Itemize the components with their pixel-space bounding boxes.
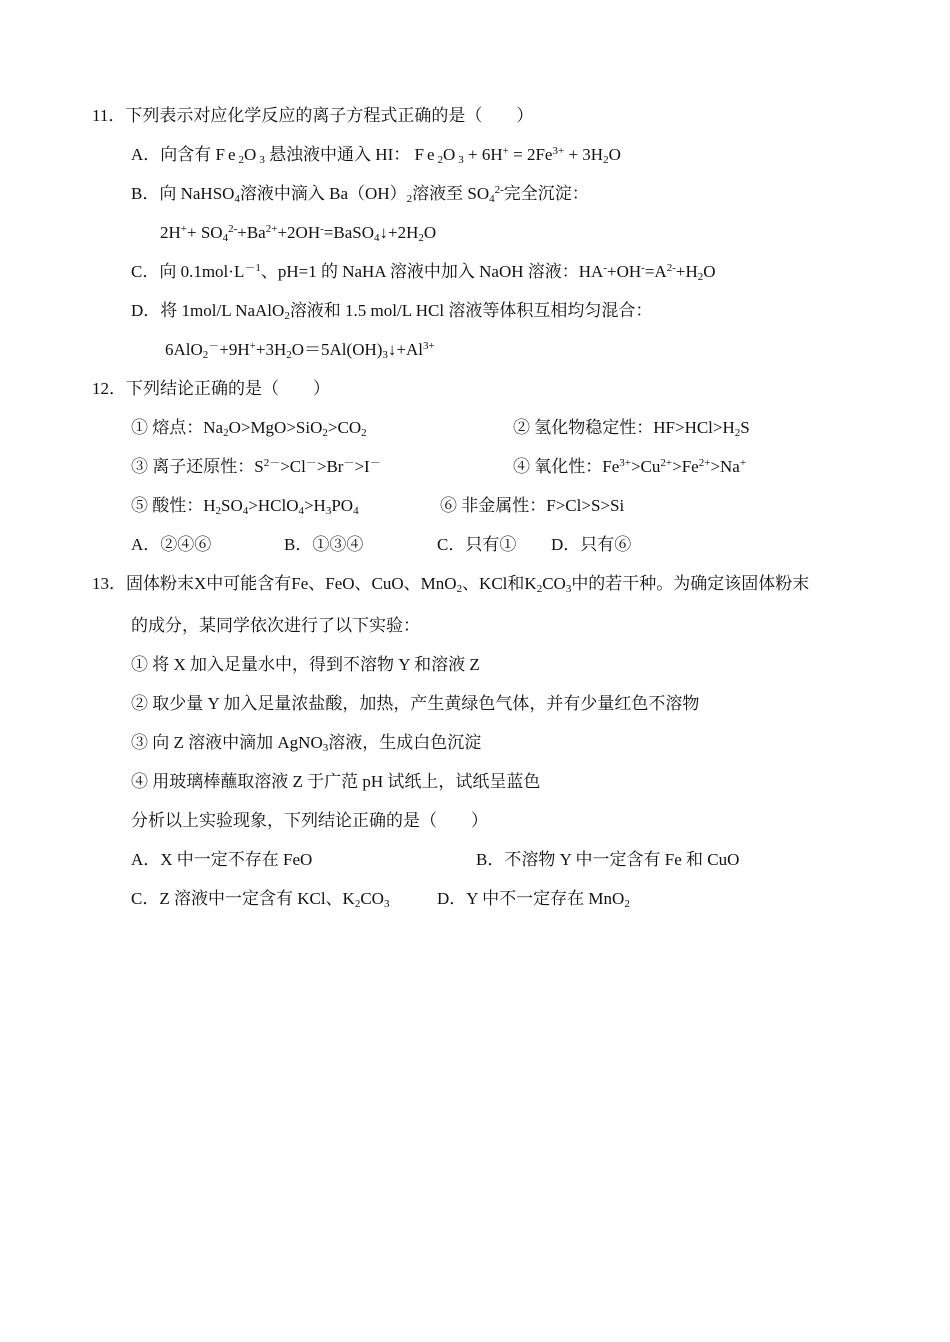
text: ① 熔点：Na [131,418,224,437]
text: O [244,145,260,164]
q13-step-3 [131,732,481,754]
subscript: 2 [284,310,290,322]
text: =BaSO [323,223,374,242]
text: >I [354,457,370,476]
q11-option-a [131,144,621,166]
text: >Br [316,457,344,476]
superscript: 2+ [698,457,711,469]
subscript: 2 [322,427,328,439]
text: ④ 氧化性：Fe [513,457,620,476]
text: >H [303,496,326,515]
text: ⑤ 酸性：H [131,496,216,515]
subscript: 3 [383,898,390,910]
text: 溶液，生成白色沉淀 [328,733,482,752]
text: 6AlO [165,340,203,359]
text: +Ba [237,223,266,242]
q13-option-c [131,888,389,910]
text: >HClO [248,496,299,515]
q11-stem [92,105,533,127]
q12-choices [131,534,671,556]
text: S [740,418,750,437]
q12-statement-5 [131,495,359,517]
text: CO [542,574,566,593]
superscript: 2- [494,184,504,196]
superscript: + [249,340,256,352]
text: =A [644,262,667,281]
q11-option-d-equation [165,339,435,361]
superscript: 3+ [619,457,631,469]
superscript: + [739,457,747,469]
subscript: 2 [238,154,245,166]
text: ② 氢化物稳定性：HF>HCl>H [513,418,735,437]
superscript: 3+ [423,340,435,352]
subscript: 2 [437,154,444,166]
text: >Cl [280,457,306,476]
text: O [703,262,716,281]
subscript: 4 [353,505,359,517]
subscript: 4 [489,193,495,205]
text: 完全沉淀： [503,184,589,203]
superscript: + [180,223,187,235]
text: + SO [187,223,223,242]
q12-choice-b: B．①③④ [284,535,364,554]
text: PO [331,496,354,515]
subscript: 4 [242,505,249,517]
subscript: 2 [603,154,609,166]
text: >CO [327,418,362,437]
q11-option-b-equation [160,222,436,244]
q12-statement-1 [131,417,367,439]
superscript: - [641,262,645,274]
superscript: 2+ [265,223,278,235]
q12-stem-text: 12．下列结论正确的是（ ） [92,379,330,398]
superscript: 2- [228,223,238,235]
subscript: 2 [456,583,463,595]
q13-option-d [437,888,630,910]
q11-option-c [131,261,716,283]
subscript: 2 [215,505,222,517]
text: 2H [160,223,181,242]
text: 悬浊液中通入 HI： [264,145,415,164]
superscript: － [369,457,381,469]
subscript: 2 [354,898,361,910]
text: O>MgO>SiO [228,418,323,437]
q11-option-b [131,183,589,205]
text: 溶液至 SO [412,184,490,203]
q13-question [131,810,488,832]
text: + 3H [564,145,604,164]
text: ↓+Al [387,340,423,359]
text: D．将 1mol/L NaAlO [131,301,285,320]
text: >Fe [672,457,699,476]
subscript: 2 [223,427,229,439]
subscript: 3 [325,505,332,517]
text: +OH [607,262,642,281]
text: ④ 用玻璃棒蘸取溶液 Z 于广范 pH 试纸上，试纸呈蓝色 [131,772,541,791]
text: 13．固体粉末X中可能含有Fe、FeO、CuO、MnO [92,574,457,593]
subscript: 2 [361,427,367,439]
subscript: 3 [382,349,388,361]
text: 、pH=1 的 NaHA 溶液中加入 NaOH 溶液：HA [260,262,604,281]
text: +3H [255,340,287,359]
q12-stem [92,378,330,400]
text: Fe [215,145,239,164]
text: >Na [710,457,740,476]
text: O [443,145,459,164]
subscript: 2 [624,898,630,910]
text: O [608,145,621,164]
subscript: 3 [565,583,572,595]
subscript: 2 [286,349,292,361]
text: ③ 离子还原性：S [131,457,264,476]
text: C．Z 溶液中一定含有 KCl、K [131,889,355,908]
subscript: 2 [418,232,424,244]
subscript: 3 [458,154,464,166]
text: O [423,223,437,242]
q13-option-b [476,849,739,871]
superscript: － [305,457,317,469]
q13-stem [92,573,809,595]
text: B．向 NaHSO [131,184,235,203]
text: CO [360,889,384,908]
q13-step-4 [131,771,540,793]
q12-statement-6 [440,495,624,517]
text: 、KCl和K [462,574,537,593]
text: = 2Fe [508,145,553,164]
text: Fe [414,145,438,164]
q13-step-1 [131,654,480,676]
q13-step-2 [131,693,699,715]
q12-choice-c: C．只有① [437,535,517,554]
text: ↓+2H [379,223,419,242]
text: 分析以上实验现象，下列结论正确的是（ ） [131,811,488,830]
subscript: 2 [697,271,704,283]
superscript: 2+ [660,457,673,469]
q12-choice-a: A．②④⑥ [131,535,212,554]
q12-statement-4 [513,456,746,478]
subscript: 2 [536,583,543,595]
subscript: 2 [734,427,741,439]
superscript: － [208,340,220,352]
text: D．Y 中不一定存在 MnO [437,889,625,908]
text: +2OH [277,223,321,242]
text: +H [675,262,698,281]
subscript: 3 [322,742,329,754]
text: C．向 0.1mol·L [131,262,245,281]
subscript: 2 [202,349,209,361]
text: +9H [219,340,250,359]
text: A．向含有 [131,145,216,164]
text: B．不溶物 Y 中一定含有 Fe 和 CuO [476,850,740,869]
subscript: 4 [298,505,304,517]
text: ① 将 X 加入足量水中，得到不溶物 Y 和溶液 Z [131,655,480,674]
text: ③ 向 Z 溶液中滴加 AgNO [131,733,323,752]
text: SO [221,496,243,515]
subscript: 4 [373,232,380,244]
text: ⑥ 非金属性：F>Cl>S>Si [440,496,625,515]
text: + 6H [463,145,503,164]
subscript: 2 [406,193,413,205]
text: O＝5Al(OH) [291,340,383,359]
text: ② 取少量 Y 加入足量浓盐酸，加热，产生黄绿色气体，并有少量红色不溶物 [131,694,700,713]
text: 的成分，某同学依次进行了以下实验： [131,616,420,635]
superscript: 3+ [552,145,565,157]
q11-stem-text: 11．下列表示对应化学反应的离子方程式正确的是（ ） [92,106,534,125]
q12-statement-2 [513,417,750,439]
subscript: 4 [222,232,229,244]
superscript: 2- [666,262,676,274]
superscript: 2－ [263,457,281,469]
q13-option-a [131,849,312,871]
subscript: 3 [259,154,265,166]
superscript: － [343,457,355,469]
subscript: 4 [234,193,240,205]
q12-statement-3 [131,456,381,478]
superscript: + [502,145,509,157]
superscript: - [603,262,607,274]
text: 溶液和 1.5 mol/L HCl 溶液等体积互相均匀混合： [289,301,653,320]
text: 中的若干种。为确定该固体粉末 [571,574,810,593]
q11-option-d [131,300,652,322]
text: 溶液中滴入 Ba（OH） [239,184,407,203]
superscript: －1 [244,262,261,274]
text: A．X 中一定不存在 FeO [131,850,313,869]
q13-stem-continued [131,615,420,637]
text: >Cu [630,457,661,476]
q12-choice-d: D．只有⑥ [551,535,632,554]
superscript: - [320,223,324,235]
